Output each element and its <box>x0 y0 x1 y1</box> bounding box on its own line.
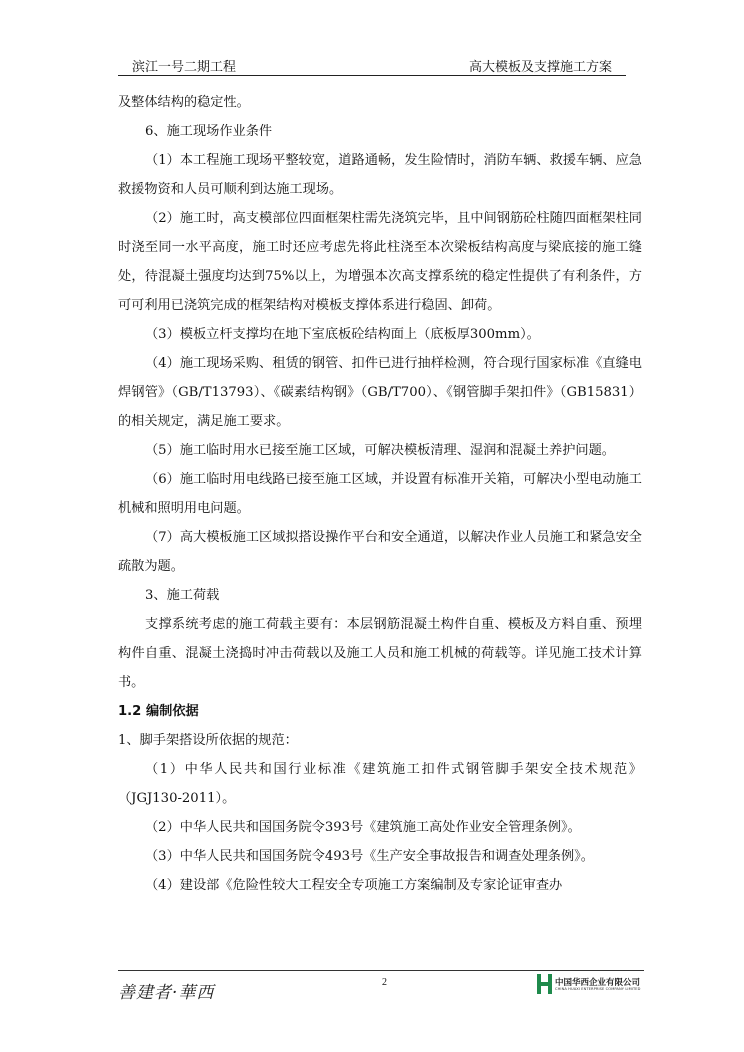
project-name: 滨江一号二期工程 <box>132 60 237 75</box>
document-body <box>118 88 642 900</box>
paragraph: （5）施工临时用水已接至施工区域，可解决模板清理、湿润和混凝土养护问题。 <box>145 443 615 458</box>
paragraph: （4）施工现场采购、租赁的钢管、扣件已进行抽样检测，符合现行国家标准《直缝电焊钢管》（GB/T13793）、《碳素结构钢》（GB/T700）、《钢管脚手架扣件》（GB15831）的相关规定，满足施工要求。 <box>118 356 642 429</box>
paragraph: （4）建设部《危险性较大工程安全专项施工方案编制及专家论证审查办 <box>145 878 563 893</box>
paragraph: 1、脚手架搭设所依据的规范： <box>118 733 298 748</box>
paragraph: （1）本工程施工现场平整较宽，道路通畅，发生险情时，消防车辆、救援车辆、应急救援物资和人员可顺利到达施工现场。 <box>118 153 642 197</box>
paragraph: （2）中华人民共和国国务院令393号《建筑施工高处作业安全管理条例》。 <box>145 820 581 835</box>
paragraph: 6、施工现场作业条件 <box>145 124 273 139</box>
page-header <box>118 54 626 76</box>
company-name-en: CHINA HUAXI ENTERPRISE COMPANY LIMITED <box>555 987 641 991</box>
header-divider <box>118 75 626 76</box>
paragraph: （3）中华人民共和国国务院令493号《生产安全事故报告和调查处理条例》。 <box>145 849 594 864</box>
paragraph: 3、施工荷载 <box>145 588 220 603</box>
company-logo <box>537 974 657 996</box>
paragraph: （6）施工临时用电线路已接至施工区域，并设置有标准开关箱，可解决小型电动施工机械和照明用电问题。 <box>118 472 642 516</box>
signature: 善建者·華西 <box>118 983 215 1003</box>
company-name: 中国华西企业有限公司 <box>555 978 641 988</box>
paragraph: （1）中华人民共和国行业标准《建筑施工扣件式钢管脚手架安全技术规范》（JGJ130-2011）。 <box>118 762 642 806</box>
footer-divider <box>118 970 644 971</box>
section-heading: 1.2 编制依据 <box>118 704 199 719</box>
company-logo-icon <box>537 974 552 994</box>
paragraph: （2）施工时，高支模部位四面框架柱需先浇筑完毕，且中间钢筋砼柱随四面框架柱同时浇至同一水平高度，施工时还应考虑先将此柱浇至本次梁板结构高度与梁底接的施工缝处，待混凝土强度均达到75%以上，为增强本次高支撑系统的稳定性提供了有利条件，方可可利用已浇筑完成的框架结构对模板支撑体系进行稳固、卸荷。 <box>118 211 642 313</box>
paragraph: 支撑系统考虑的施工荷载主要有：本层钢筋混凝土构件自重、模板及方料自重、预埋构件自重、混凝土浇捣时冲击荷载以及施工人员和施工机械的荷载等。详见施工技术计算书。 <box>118 617 642 690</box>
paragraph: （3）模板立杆支撑均在地下室底板砼结构面上（底板厚300mm）。 <box>145 327 540 342</box>
document-title: 高大模板及支撑施工方案 <box>468 60 612 75</box>
paragraph: 及整体结构的稳定性。 <box>118 95 250 110</box>
page-number: 2 <box>382 977 387 988</box>
paragraph: （7）高大模板施工区域拟搭设操作平台和安全通道，以解决作业人员施工和紧急安全疏散为题。 <box>118 530 642 574</box>
